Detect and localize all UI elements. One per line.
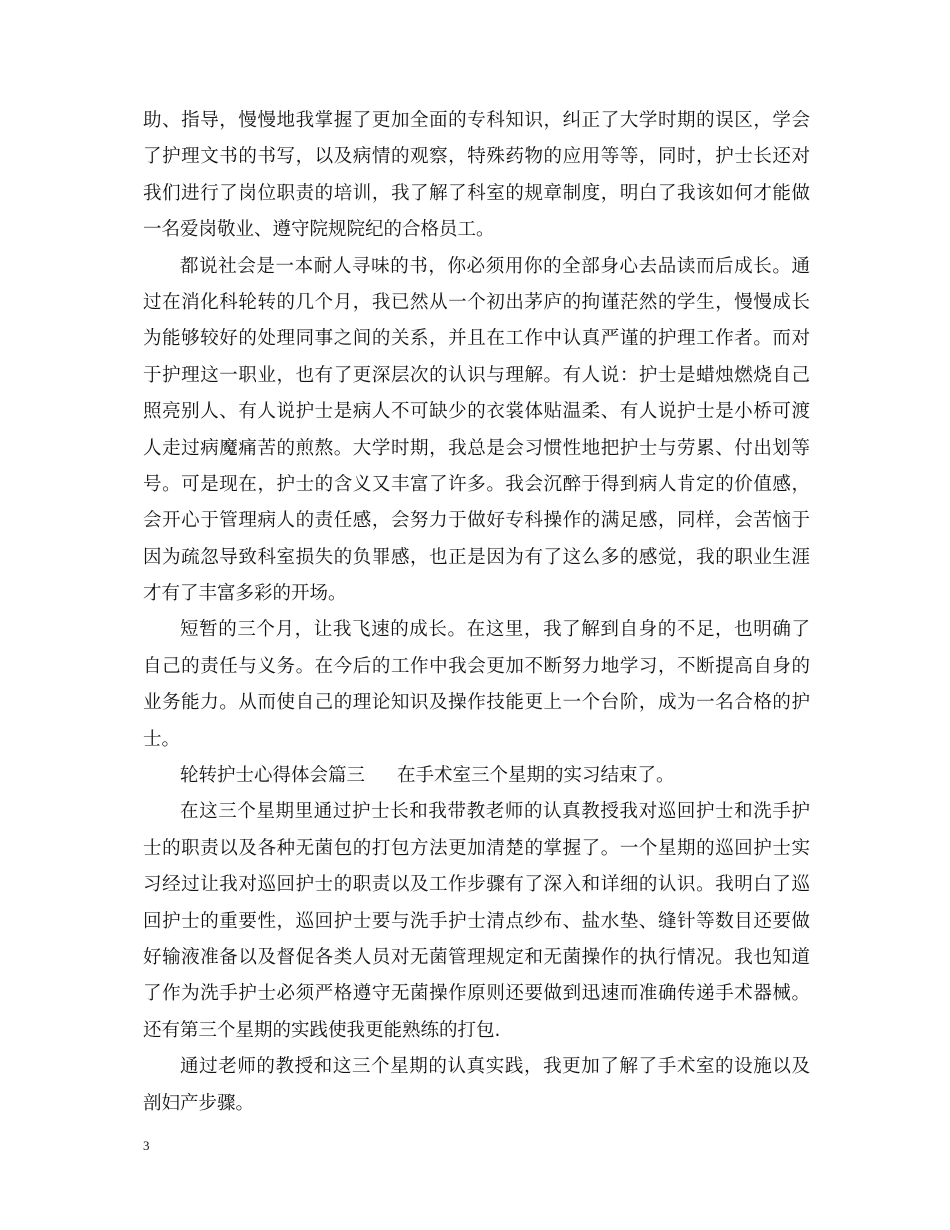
document-body xyxy=(143,103,810,1122)
text-line: 自己的责任与义务。在今后的工作中我会更加不断努力地学习，不断提高自身的 xyxy=(143,655,810,677)
text-line: 过在消化科轮转的几个月，我已然从一个初出茅庐的拘谨茫然的学生，慢慢成长 xyxy=(143,291,810,313)
text-line: 为能够较好的处理同事之间的关系，并且在工作中认真严谨的护理工作者。而对 xyxy=(143,328,810,350)
text-line: 我们进行了岗位职责的培训，我了解了科室的规章制度，明白了我该如何才能做 xyxy=(143,182,810,204)
text-line: 士。 xyxy=(143,728,181,750)
text-line: 回护士的重要性，巡回护士要与洗手护士清点纱布、盐水垫、缝针等数目还要做 xyxy=(143,910,810,932)
text-line: 业务能力。从而使自己的理论知识及操作技能更上一个台阶，成为一名合格的护 xyxy=(143,692,810,714)
text-line: 照亮别人、有人说护士是病人不可缺少的衣裳体贴温柔、有人说护士是小桥可渡 xyxy=(143,401,810,423)
text-line: 好输液准备以及督促各类人员对无菌管理规定和无菌操作的执行情况。我也知道 xyxy=(143,946,810,968)
text-line: 了作为洗手护士必须严格遵守无菌操作原则还要做到迅速而准确传递手术器械。 xyxy=(143,983,810,1005)
text-line: 还有第三个星期的实践使我更能熟练的打包. xyxy=(143,1019,501,1041)
text-line: 助、指导，慢慢地我掌握了更加全面的专科知识，纠正了大学时期的误区，学会 xyxy=(143,110,810,131)
text-line: 剖妇产步骤。 xyxy=(143,1092,255,1114)
paragraph-first-line: 在这三个星期里通过护士长和我带教老师的认真教授我对巡回护士和洗手护 xyxy=(180,801,810,823)
text-line: 于护理这一职业，也有了更深层次的认识与理解。有人说：护士是蜡烛燃烧自己 xyxy=(143,364,810,386)
text-line: 一名爱岗敬业、遵守院规院纪的合格员工。 xyxy=(143,219,495,241)
section-heading: 轮转护士心得体会篇三 xyxy=(180,765,366,787)
text-line: 士的职责以及各种无菌包的打包方法更加清楚的掌握了。一个星期的巡回护士实 xyxy=(143,837,810,859)
page-number: 3 xyxy=(143,1138,150,1153)
section-heading-line xyxy=(143,758,810,794)
text-line: 人走过病魔痛苦的煎熬。大学时期，我总是会习惯性地把护士与劳累、付出划等 xyxy=(143,437,810,459)
paragraph-first-line: 通过老师的教授和这三个星期的认真实践，我更加了解了手术室的设施以及 xyxy=(180,1056,810,1078)
paragraph-first-line: 短暂的三个月，让我飞速的成长。在这里，我了解到自身的不足，也明确了 xyxy=(180,619,810,641)
paragraph-first-line: 都说社会是一本耐人寻味的书，你必须用你的全部身心去品读而后成长。通 xyxy=(180,255,810,277)
text-line: 习经过让我对巡回护士的职责以及工作步骤有了深入和详细的认识。我明白了巡 xyxy=(143,874,810,896)
text-line: 了护理文书的书写，以及病情的观察，特殊药物的应用等等，同时，护士长还对 xyxy=(143,146,810,168)
text-line: 因为疏忽导致科室损失的负罪感，也正是因为有了这么多的感觉，我的职业生涯 xyxy=(143,546,810,568)
text-line: 会开心于管理病人的责任感，会努力于做好专科操作的满足感，同样，会苦恼于 xyxy=(143,510,810,532)
section-intro: 在手术室三个星期的实习结束了。 xyxy=(397,765,675,787)
text-line: 才有了丰富多彩的开场。 xyxy=(143,583,347,605)
text-line: 号。可是现在，护士的含义又丰富了许多。我会沉醉于得到病人肯定的价值感， xyxy=(143,473,810,495)
